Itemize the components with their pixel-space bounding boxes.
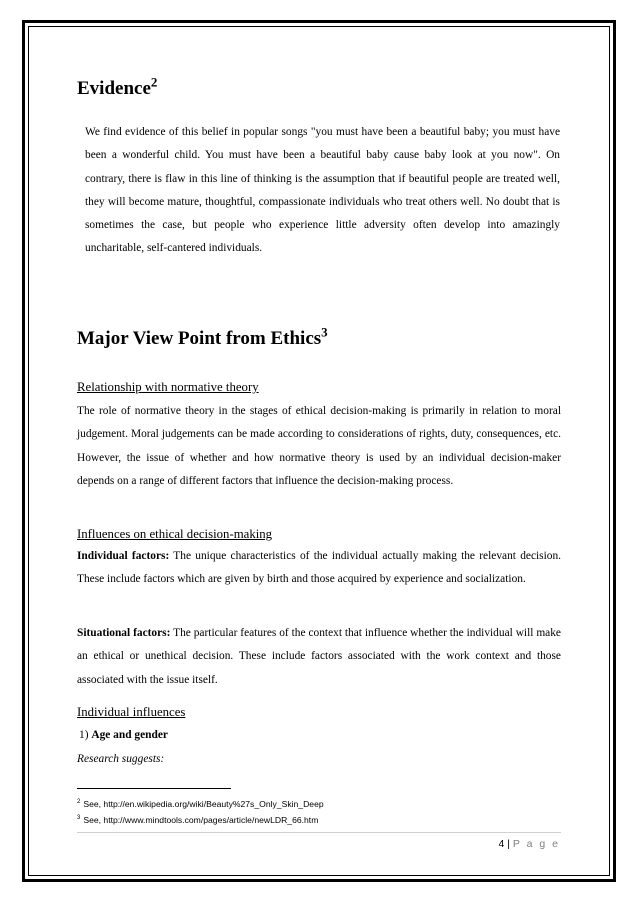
footnote-3-link[interactable]: See, http://www.mindtools.com/pages/article/newLDR_66.htm bbox=[83, 815, 319, 825]
footnote-2-link[interactable]: See, http://en.wikipedia.org/wiki/Beauty%27s_Only_Skin_Deep bbox=[83, 799, 324, 809]
page-separator: | bbox=[507, 838, 510, 850]
situational-factors-text: The particular features of the context that influence whether the individual will make an ethical or unethical decision. These include factors associated with the work context and those associated with the issue itself. bbox=[77, 627, 561, 686]
research-suggests: Research suggests: bbox=[77, 753, 165, 765]
page-number bbox=[440, 838, 560, 850]
list-item-age-gender bbox=[79, 729, 168, 741]
subheading-individual-influences: Individual influences bbox=[77, 705, 186, 719]
individual-factors-text: The unique characteristics of the individual actually making the relevant decision. These include factors which are given by birth and those acquired by experience and socialization. bbox=[77, 550, 562, 586]
footnote-ref-3: 3 bbox=[321, 324, 328, 340]
footnote-separator bbox=[77, 788, 231, 789]
subheading-normative-theory: Relationship with normative theory bbox=[77, 380, 259, 394]
situational-factors-label: Situational factors: bbox=[77, 627, 171, 639]
evidence-paragraph: We find evidence of this belief in popular songs "you must have been a beautiful baby; you must have been a wonderful child. You must have been a beautiful baby cause baby look at you now". On contrary, there is flaw in this line of thinking is the assumption that if beautiful people are treated well, they will become mature, thoughtful, compassionate individuals who treat others well. No doubt that is sometimes the case, but people who experience little adversity often develop into amazingly uncharitable, self-cantered individuals. bbox=[85, 126, 560, 255]
individual-factors-label: Individual factors: bbox=[77, 550, 170, 562]
footnote-2: $^2$ See, http://en.wikipedia.org/wiki/Beauty%27s_Only_Skin_Deep bbox=[77, 799, 324, 809]
footnote-ref-2: 2 bbox=[150, 74, 158, 90]
evidence-heading: Evidence$^2$ bbox=[77, 74, 158, 99]
major-viewpoint-heading: Major View Point from Ethics$^3$ bbox=[77, 324, 328, 349]
page-number-value: 4 bbox=[498, 838, 505, 850]
page-label: P a g e bbox=[512, 838, 560, 850]
list-item-number: 1) bbox=[79, 729, 89, 741]
list-item-label: Age and gender bbox=[91, 729, 168, 741]
individual-factors-paragraph bbox=[77, 545, 561, 592]
footer-rule bbox=[77, 832, 561, 833]
subheading-influences: Influences on ethical decision-making bbox=[77, 527, 273, 541]
situational-factors-paragraph bbox=[77, 622, 561, 692]
footnote-3: $^3$ See, http://www.mindtools.com/pages/article/newLDR_66.htm bbox=[77, 815, 319, 825]
normative-theory-paragraph: The role of normative theory in the stages of ethical decision-making is primarily in relation to moral judgement. Moral judgements can be made according to considerations of rights, duty, consequences, etc. However, the issue of whether and how normative theory is used by an individual decision-maker depends on a range of different factors that influence the decision-making process. bbox=[77, 405, 561, 487]
